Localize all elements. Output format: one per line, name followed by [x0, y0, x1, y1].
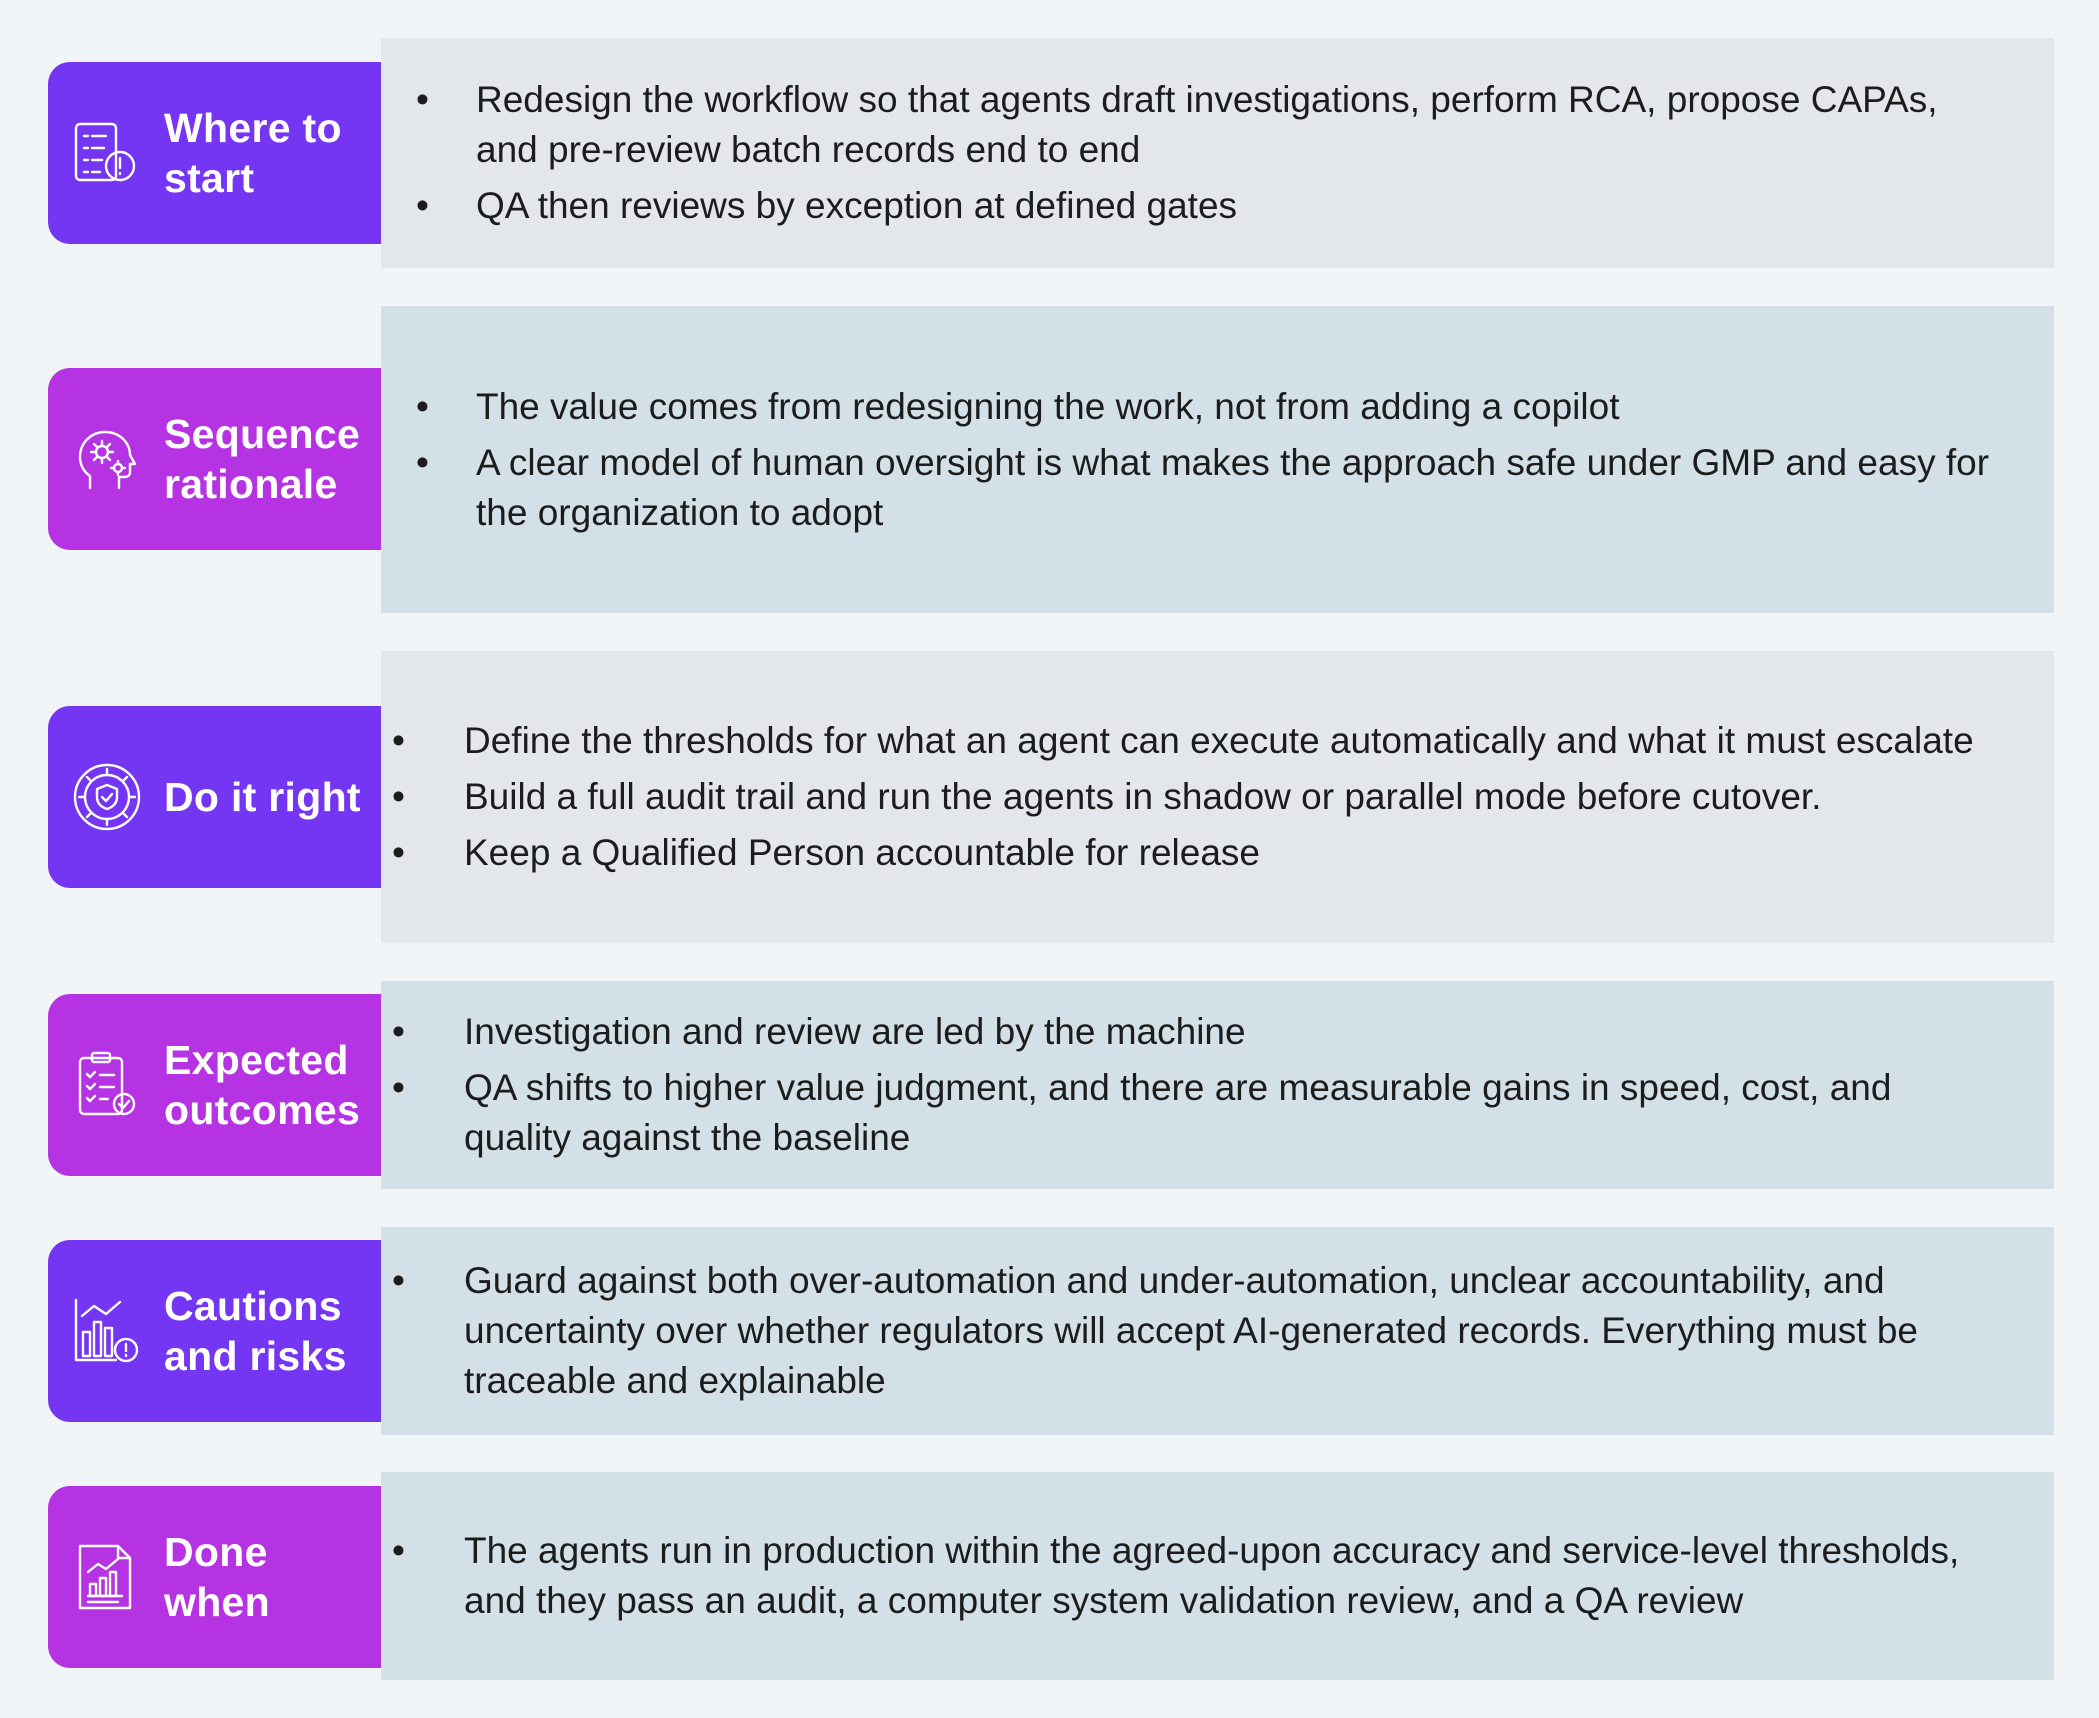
bullet-item: • Keep a Qualified Person accountable for release [452, 828, 1994, 878]
content-panel [381, 306, 2054, 613]
bullet-list [464, 1001, 1994, 1169]
bullet-list [476, 69, 1994, 237]
section-tag [48, 368, 381, 550]
content-panel [381, 1472, 2054, 1680]
bullet-item: • Define the thresholds for what an agent can execute automatically and what it must escalate [452, 716, 1994, 766]
report-chart-icon [70, 1540, 144, 1614]
content-panel [381, 1227, 2054, 1435]
bullet-item: • A clear model of human oversight is what makes the approach safe under GMP and easy for the organization to adopt [476, 438, 1994, 538]
section-tag [48, 1240, 381, 1422]
content-panel [381, 38, 2054, 268]
tag-label: Where to start [164, 105, 342, 201]
bullet-item: • The agents run in production within the agreed-upon accuracy and service-level thresholds, and they pass an audit, a computer system validation review, and a QA review [452, 1526, 1994, 1626]
bullet-item: • Guard against both over-automation and under-automation, unclear accountability, and uncertainty over whether regulators will accept AI-generated records. Everything must be traceable and explainable [452, 1256, 1994, 1406]
gear-shield-icon [70, 760, 144, 834]
bullet-item: • Investigation and review are led by the machine [452, 1007, 1994, 1057]
checklist-alert-icon [70, 116, 144, 190]
content-panel [381, 651, 2054, 943]
tag-label: Do it right [164, 774, 361, 820]
bullet-list [476, 376, 1994, 544]
bullet-list [464, 1250, 1994, 1412]
bullet-list [464, 1520, 1994, 1632]
bullet-item: • The value comes from redesigning the work, not from adding a copilot [476, 382, 1994, 432]
content-panel [381, 981, 2054, 1189]
clipboard-check-icon [70, 1048, 144, 1122]
bullet-item: • QA shifts to higher value judgment, and there are measurable gains in speed, cost, and quality against the baseline [452, 1063, 1994, 1163]
section-tag [48, 994, 381, 1176]
bullet-list [464, 710, 1994, 884]
tag-label: Done when [164, 1529, 270, 1625]
head-gears-icon [70, 422, 144, 496]
bullet-item: • Build a full audit trail and run the agents in shadow or parallel mode before cutover. [452, 772, 1994, 822]
chart-warning-icon [70, 1294, 144, 1368]
tag-label: Sequence rationale [164, 411, 361, 507]
tag-label: Cautions and risks [164, 1283, 347, 1379]
tag-label: Expected outcomes [164, 1037, 361, 1133]
bullet-item: • Redesign the workflow so that agents draft investigations, perform RCA, propose CAPAs, and pre-review batch records end to end [476, 75, 1994, 175]
section-tag [48, 1486, 381, 1668]
section-tag [48, 62, 381, 244]
bullet-item: • QA then reviews by exception at defined gates [476, 181, 1994, 231]
section-tag [48, 706, 381, 888]
